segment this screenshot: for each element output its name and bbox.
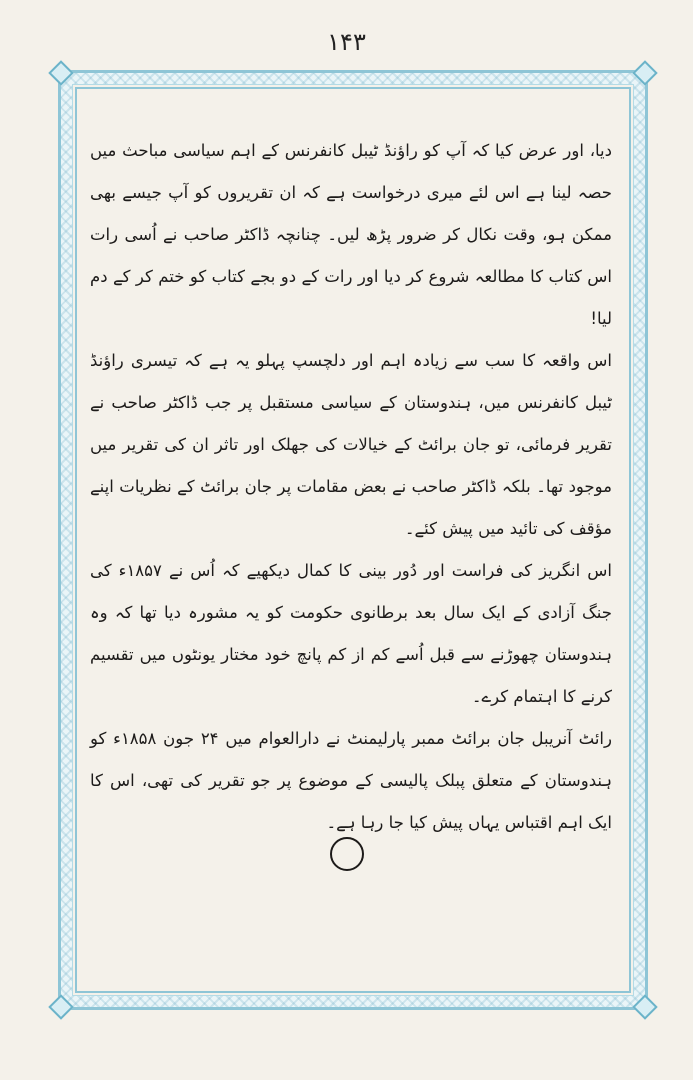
paragraph-3: اس انگریز کی فراست اور دُور بینی کا کمال دیکھیے کہ اُس نے ۱۸۵۷ء کی جنگ آزادی کے ایک سال بعد برطانوی حکومت کو یہ مشورہ دیا تھا کہ وہ ہندوستان چھوڑنے سے قبل اُسے کم از کم پانچ خود مختار یونٹوں میں تقسیم کرنے کا اہتمام کرے۔ (90, 561, 612, 706)
corner-ornament-icon (632, 60, 657, 85)
end-circle-icon (330, 837, 364, 871)
paragraph-1: دیا، اور عرض کیا کہ آپ کو راؤنڈ ٹیبل کانفرنس کے اہم سیاسی مباحث میں حصہ لینا ہے اس لئے میری درخواست ہے کہ ان تقریروں کو آپ جیسے بھی ممکن ہو، وقت نکال کر ضرور پڑھ لیں۔ چنانچہ ڈاکٹر صاحب نے اُسی رات اس کتاب کا مطالعہ شروع کر دیا اور رات کے دو بجے کتاب کو ختم کر کے دم لیا! (90, 141, 612, 328)
corner-ornament-icon (48, 60, 73, 85)
page-number: ۱۴۳ (327, 28, 366, 56)
paragraph-2: اس واقعہ کا سب سے زیادہ اہم اور دلچسپ پہلو یہ ہے کہ تیسری راؤنڈ ٹیبل کانفرنس میں، ہندوستان کے سیاسی مستقبل پر جب ڈاکٹر صاحب نے تقریر فرمائی، تو جان برائٹ کے خیالات کی جھلک اور تاثر ان کی تقریر میں موجود تھا۔ بلکہ ڈاکٹر صاحب نے بعض مقامات پر جان برائٹ کے نظریات اپنے مؤقف کی تائید میں پیش کئے۔ (90, 351, 612, 538)
corner-ornament-icon (632, 994, 657, 1019)
corner-ornament-icon (48, 994, 73, 1019)
body-text (90, 130, 612, 844)
paragraph-4: رائٹ آنریبل جان برائٹ ممبر پارلیمنٹ نے دارالعوام میں ۲۴ جون ۱۸۵۸ء کو ہندوستان کے متعلق پبلک پالیسی کے موضوع پر جو تقریر کی تھی، اس کا ایک اہم اقتباس یہاں پیش کیا جا رہا ہے۔ (90, 729, 612, 832)
